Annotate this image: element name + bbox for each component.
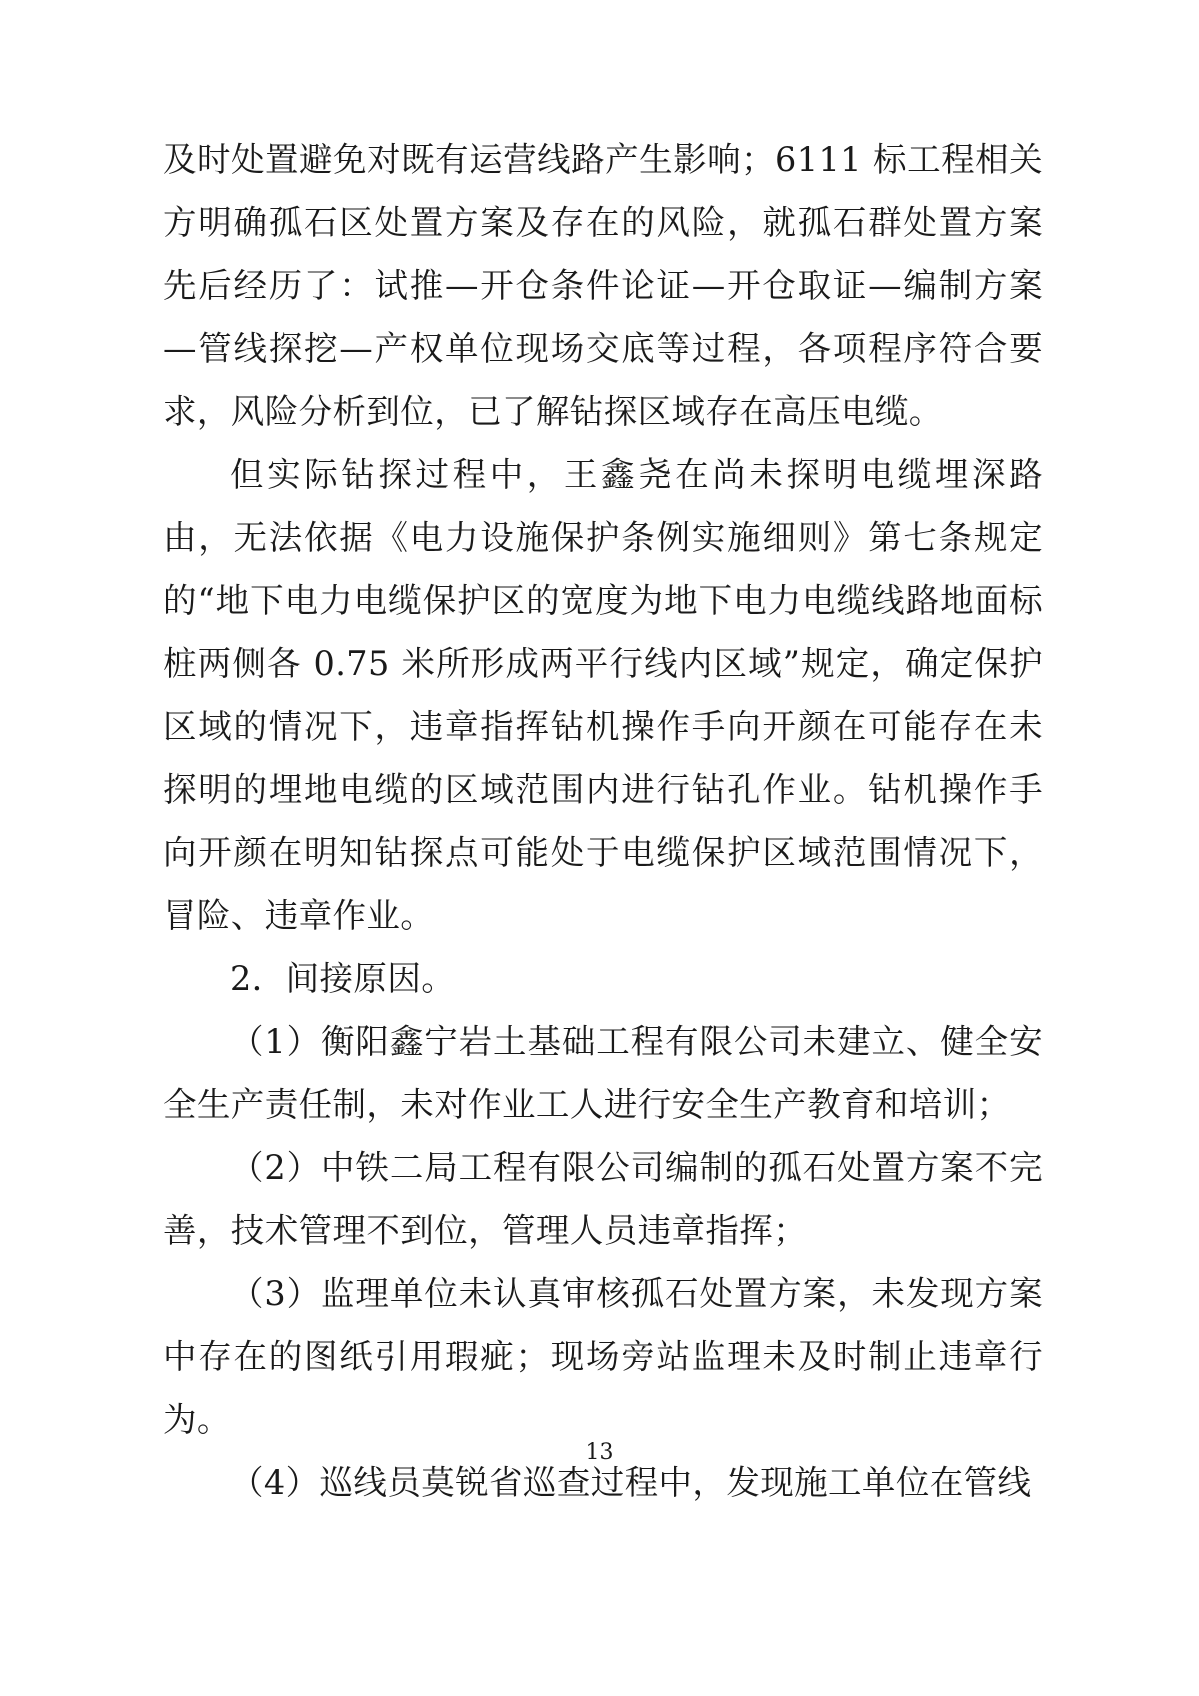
list-item-2: （2）中铁二局工程有限公司编制的孤石处置方案不完善，技术管理不到位，管理人员违章指挥； [163, 1148, 1043, 1250]
document-body [163, 128, 1043, 1514]
list-item-4: （4）巡线员莫锐省巡查过程中，发现施工单位在管线 [230, 1463, 1032, 1502]
paragraph-actual-drilling: 但实际钻探过程中，王鑫尧在尚未探明电缆埋深路由，无法依据《电力设施保护条例实施细则》第七条规定的“地下电力电缆保护区的宽度为地下电力电缆线路地面标桩两侧各 0.75 米所形成两平行线内区域”规定，确定保护区域的情况下，违章指挥钻机操作手向开颜在可能存在未探明的埋地电缆的区域范围内进行钻孔作业。钻机操作手向开颜在明知钻探点可能处于电缆保护区域范围情况下，冒险、违章作业。 [163, 455, 1043, 935]
list-item-1: （1）衡阳鑫宁岩土基础工程有限公司未建立、健全安全生产责任制，未对作业工人进行安全生产教育和培训； [163, 1022, 1043, 1124]
list-item-3: （3）监理单位未认真审核孤石处置方案，未发现方案中存在的图纸引用瑕疵；现场旁站监理未及时制止违章行为。 [163, 1274, 1043, 1439]
heading-indirect-causes: 2．间接原因。 [230, 959, 456, 998]
paragraph-continuation: 及时处置避免对既有运营线路产生影响；6111 标工程相关方明确孤石区处置方案及存在的风险，就孤石群处置方案先后经历了：试推—开仓条件论证—开仓取证—编制方案—管线探挖—产权单位现场交底等过程，各项程序符合要求，风险分析到位，已了解钻探区域存在高压电缆。 [163, 140, 1043, 431]
page-number: 13 [585, 1440, 614, 1465]
